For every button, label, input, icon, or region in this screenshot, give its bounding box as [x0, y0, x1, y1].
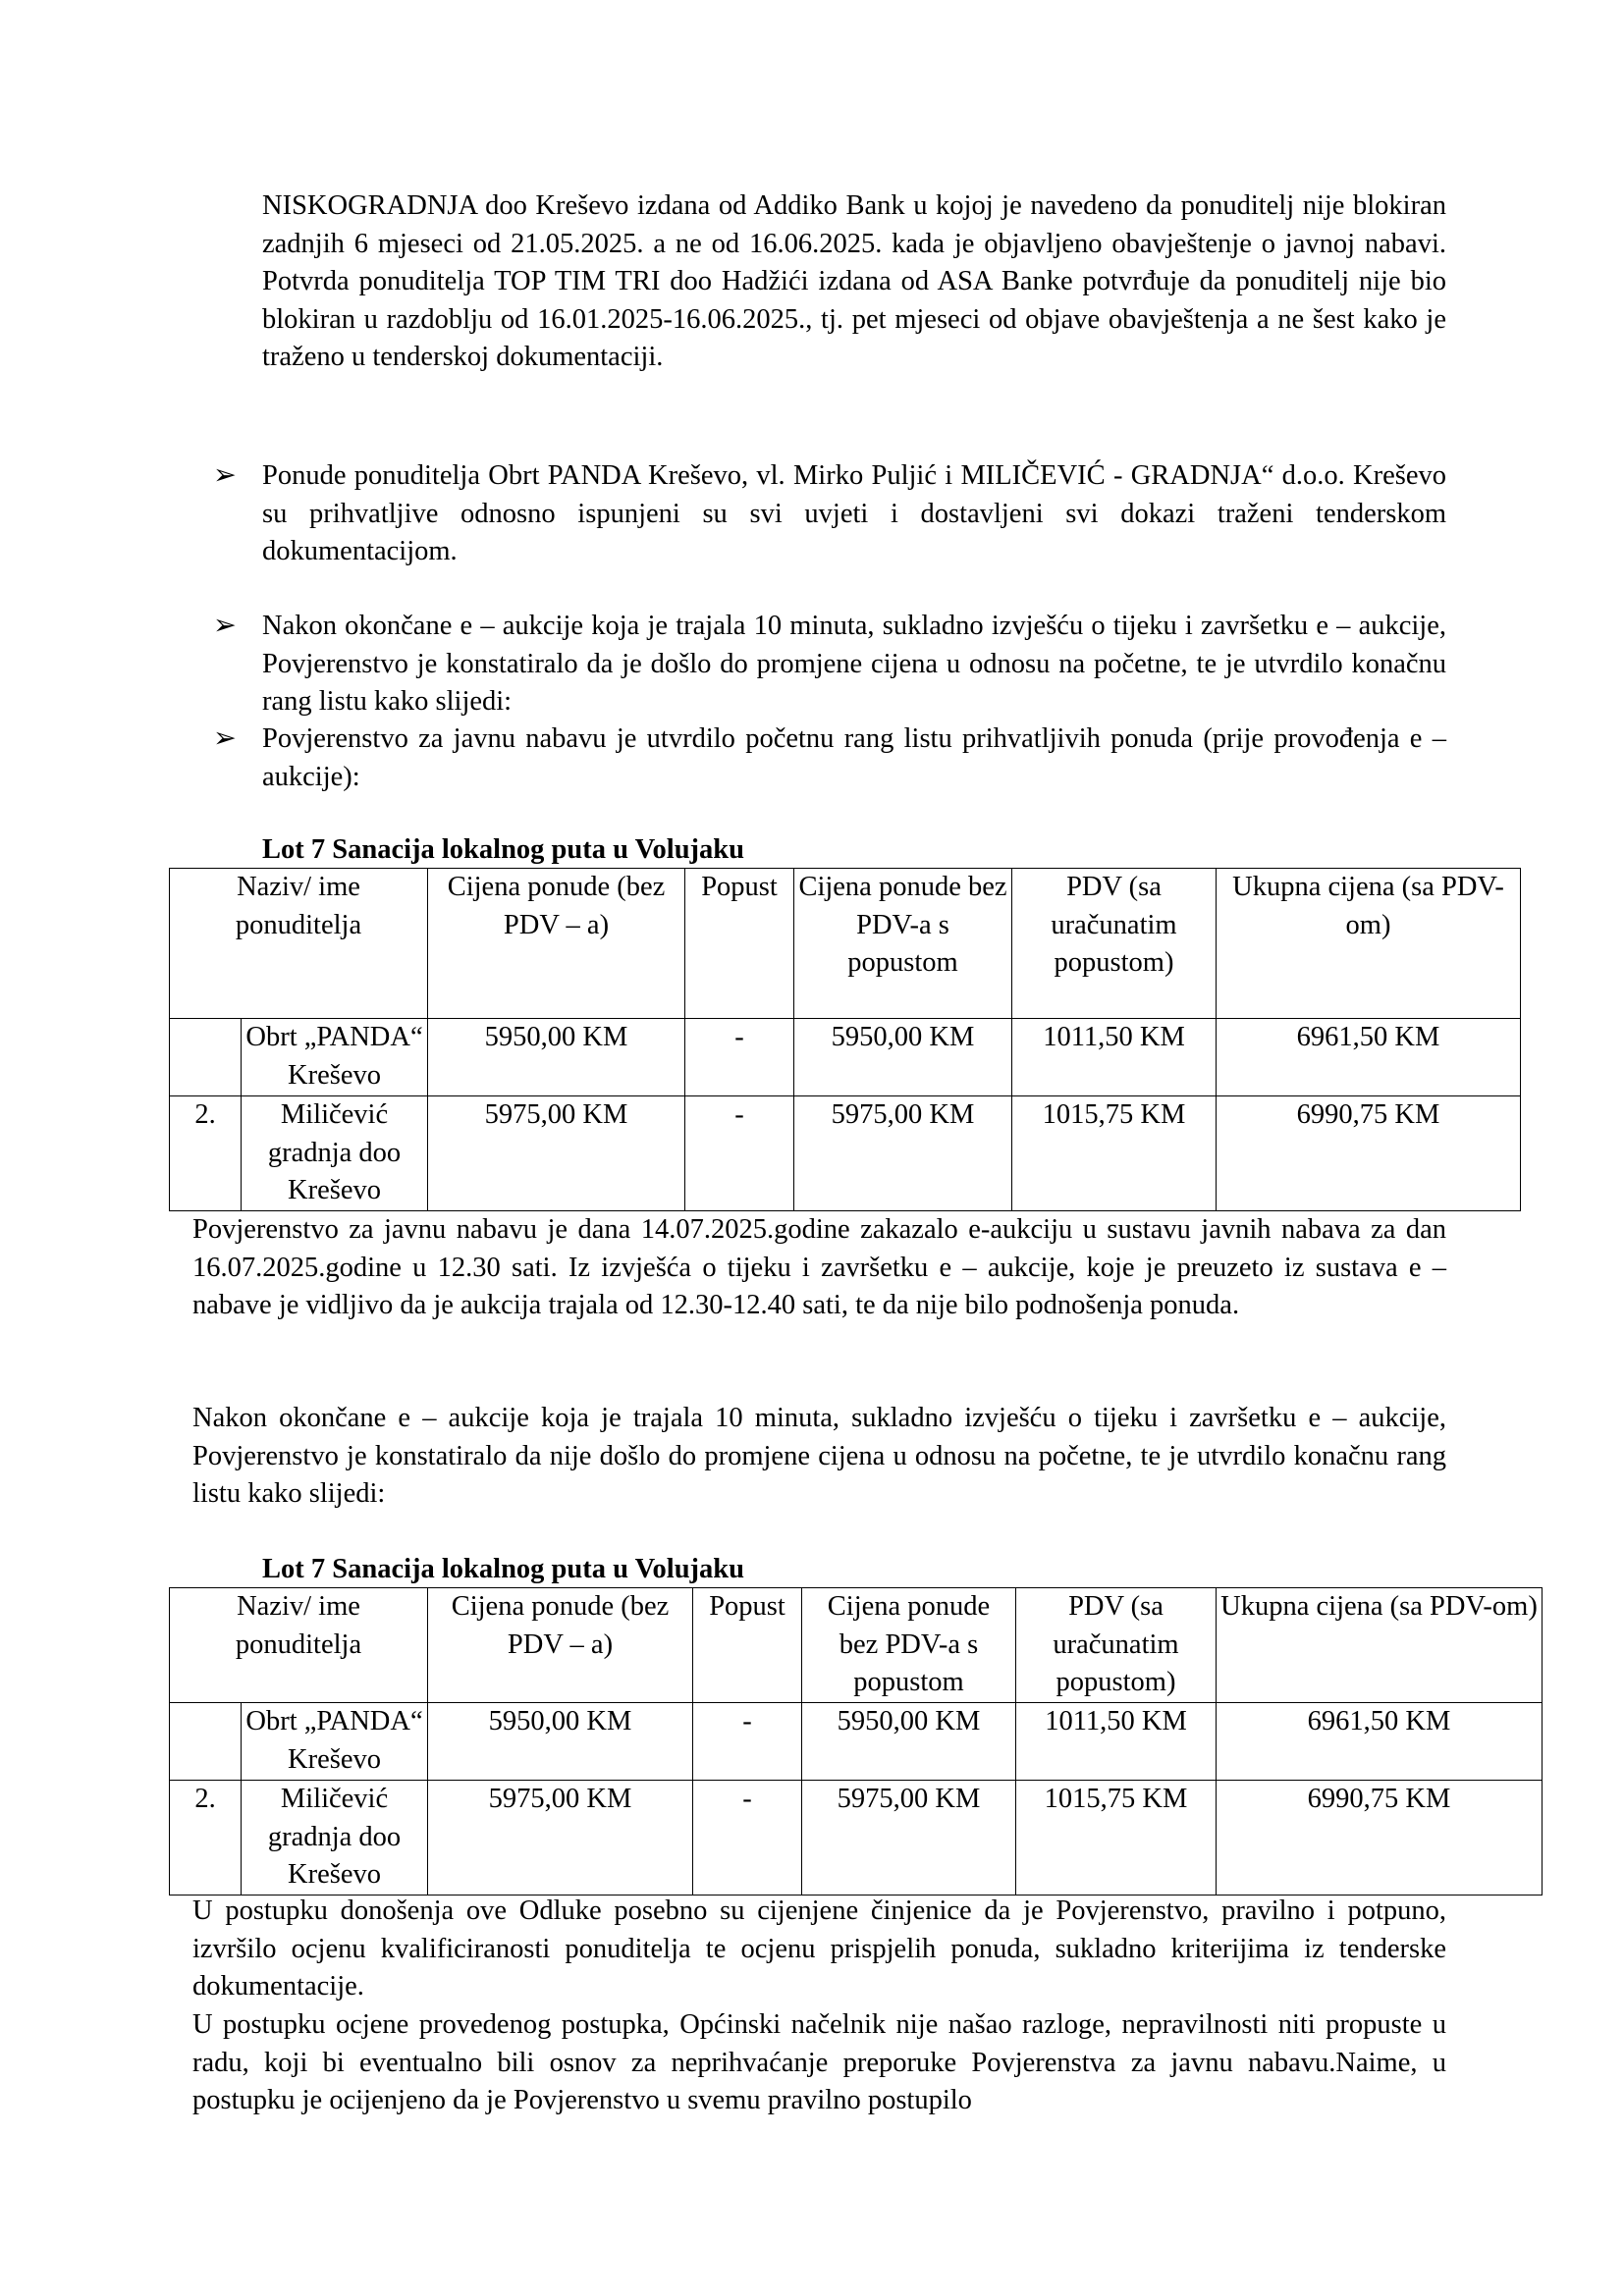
- intro-paragraph: NISKOGRADNJA doo Kreševo izdana od Addiko Bank u kojoj je navedeno da ponuditelj nije blokiran zadnjih 6 mjeseci od 21.05.2025. a ne od 16.06.2025. kada je objavljeno obavještenje o javnoj nabavi. Potvrda ponuditelja TOP TIM TRI doo Hadžići izdana od ASA Banke potvrđuje da ponuditelj nije bio blokiran u razdoblju od 16.01.2025-16.06.2025., tj. pet mjeseci od objave obavještenja a ne šest kako je traženo u tenderskoj dokumentaciji.: [262, 190, 1446, 373]
- vat: 1015,75 KM: [1012, 1096, 1217, 1211]
- table2-title: Lot 7 Sanacija lokalnog puta u Volujaku: [262, 1554, 744, 1584]
- vat: 1011,50 KM: [1016, 1703, 1217, 1781]
- header-vat: PDV (sa uračunatim popustom): [1016, 1588, 1217, 1703]
- header-total: Ukupna cijena (sa PDV-om): [1217, 1588, 1543, 1703]
- price: 5950,00 KM: [428, 1019, 685, 1096]
- bidder-name: Obrt „PANDA“ Kreševo: [242, 1703, 428, 1781]
- total: 6961,50 KM: [1217, 1019, 1521, 1096]
- bullet-arrow-icon: ➢: [213, 723, 237, 754]
- bullet-paragraph-accepted-bids: Ponude ponuditelja Obrt PANDA Kreševo, vl. Mirko Puljić i MILIČEVIĆ - GRADNJA“ d.o.o. Kreševo su prihvatljive odnosno ispunjeni su svi uvjeti i dostavljeni svi dokazi traženi tenderskom dokumentacijom.: [262, 460, 1446, 567]
- table-row: [170, 1096, 1521, 1211]
- header-discount: Popust: [685, 869, 794, 1019]
- bullet-arrow-icon: ➢: [213, 460, 237, 491]
- table1-title: Lot 7 Sanacija lokalnog puta u Volujaku: [262, 834, 744, 865]
- initial-ranking-table: [169, 868, 1521, 1211]
- header-price-discounted: Cijena ponude bez PDV-a s popustom: [802, 1588, 1016, 1703]
- decision-paragraph-2: U postupku ocjene provedenog postupka, Općinski načelnik nije našao razloge, nepravilnosti niti propuste u radu, koji bi eventualno bili osnov za neprihvaćanje preporuke Povjerenstva za javnu nabavu.Naime, u postupku je ocijenjeno da je Povjerenstvo u svemu pravilno postupilo: [192, 2009, 1446, 2116]
- table-header-row: [170, 869, 1521, 1019]
- bidder-name: Miličević gradnja doo Kreševo: [242, 1781, 428, 1896]
- discount: -: [693, 1781, 802, 1896]
- total: 6990,75 KM: [1217, 1781, 1543, 1896]
- after-auction-paragraph: Nakon okončane e – aukcije koja je trajala 10 minuta, sukladno izvješću o tijeku i završetku e – aukcije, Povjerenstvo je konstatiralo da nije došlo do promjene cijena u odnosu na početne, te je utvrdilo konačnu rang listu kako slijedi:: [192, 1403, 1446, 1510]
- price: 5975,00 KM: [428, 1781, 693, 1896]
- bidder-name: Obrt „PANDA“ Kreševo: [242, 1019, 428, 1096]
- row-number: 2.: [170, 1096, 242, 1211]
- table-header-row: [170, 1588, 1543, 1703]
- total: 6961,50 KM: [1217, 1703, 1543, 1781]
- header-price: Cijena ponude (bez PDV – a): [428, 869, 685, 1019]
- bullet-paragraph-initial-ranking: Povjerenstvo za javnu nabavu je utvrdilo početnu rang listu prihvatljivih ponuda (prije provođenja e – aukcije):: [262, 723, 1446, 792]
- discount: -: [685, 1019, 794, 1096]
- header-price: Cijena ponude (bez PDV – a): [428, 1588, 693, 1703]
- auction-paragraph: Povjerenstvo za javnu nabavu je dana 14.07.2025.godine zakazalo e-aukciju u sustavu javnih nabava za dan 16.07.2025.godine u 12.30 sati. Iz izvješća o tijeku i završetku e – aukcije, koje je preuzeto iz sustava e – nabave je vidljivo da je aukcija trajala od 12.30-12.40 sati, te da nije bilo podnošenja ponuda.: [192, 1214, 1446, 1321]
- price: 5975,00 KM: [428, 1096, 685, 1211]
- header-vat: PDV (sa uračunatim popustom): [1012, 869, 1217, 1019]
- row-number: [170, 1703, 242, 1781]
- table-row: [170, 1019, 1521, 1096]
- table-row: [170, 1781, 1543, 1896]
- bullet-arrow-icon: ➢: [213, 611, 237, 641]
- vat: 1011,50 KM: [1012, 1019, 1217, 1096]
- table-row: [170, 1703, 1543, 1781]
- total: 6990,75 KM: [1217, 1096, 1521, 1211]
- header-bidder-name: Naziv/ ime ponuditelja: [170, 869, 428, 1019]
- header-total: Ukupna cijena (sa PDV-om): [1217, 869, 1521, 1019]
- vat: 1015,75 KM: [1016, 1781, 1217, 1896]
- price-discounted: 5975,00 KM: [794, 1096, 1012, 1211]
- decision-paragraph-1: U postupku donošenja ove Odluke posebno su cijenjene činjenice da je Povjerenstvo, pravilno i potpuno, izvršilo ocjenu kvalificiranosti ponuditelja te ocjenu prispjelih ponuda, sukladno kriterijima iz tenderske dokumentacije.: [192, 1896, 1446, 2002]
- price-discounted: 5950,00 KM: [794, 1019, 1012, 1096]
- row-number: [170, 1019, 242, 1096]
- header-bidder-name: Naziv/ ime ponuditelja: [170, 1588, 428, 1703]
- bidder-name: Miličević gradnja doo Kreševo: [242, 1096, 428, 1211]
- price: 5950,00 KM: [428, 1703, 693, 1781]
- price-discounted: 5975,00 KM: [802, 1781, 1016, 1896]
- final-ranking-table: [169, 1587, 1543, 1896]
- bullet-paragraph-auction-result: Nakon okončane e – aukcije koja je trajala 10 minuta, sukladno izvješću o tijeku i završetku e – aukcije, Povjerenstvo je konstatiralo da je došlo do promjene cijena u odnosu na početne, te je utvrdilo konačnu rang listu kako slijedi:: [262, 611, 1446, 718]
- price-discounted: 5950,00 KM: [802, 1703, 1016, 1781]
- header-discount: Popust: [693, 1588, 802, 1703]
- header-price-discounted: Cijena ponude bez PDV-a s popustom: [794, 869, 1012, 1019]
- discount: -: [685, 1096, 794, 1211]
- discount: -: [693, 1703, 802, 1781]
- row-number: 2.: [170, 1781, 242, 1896]
